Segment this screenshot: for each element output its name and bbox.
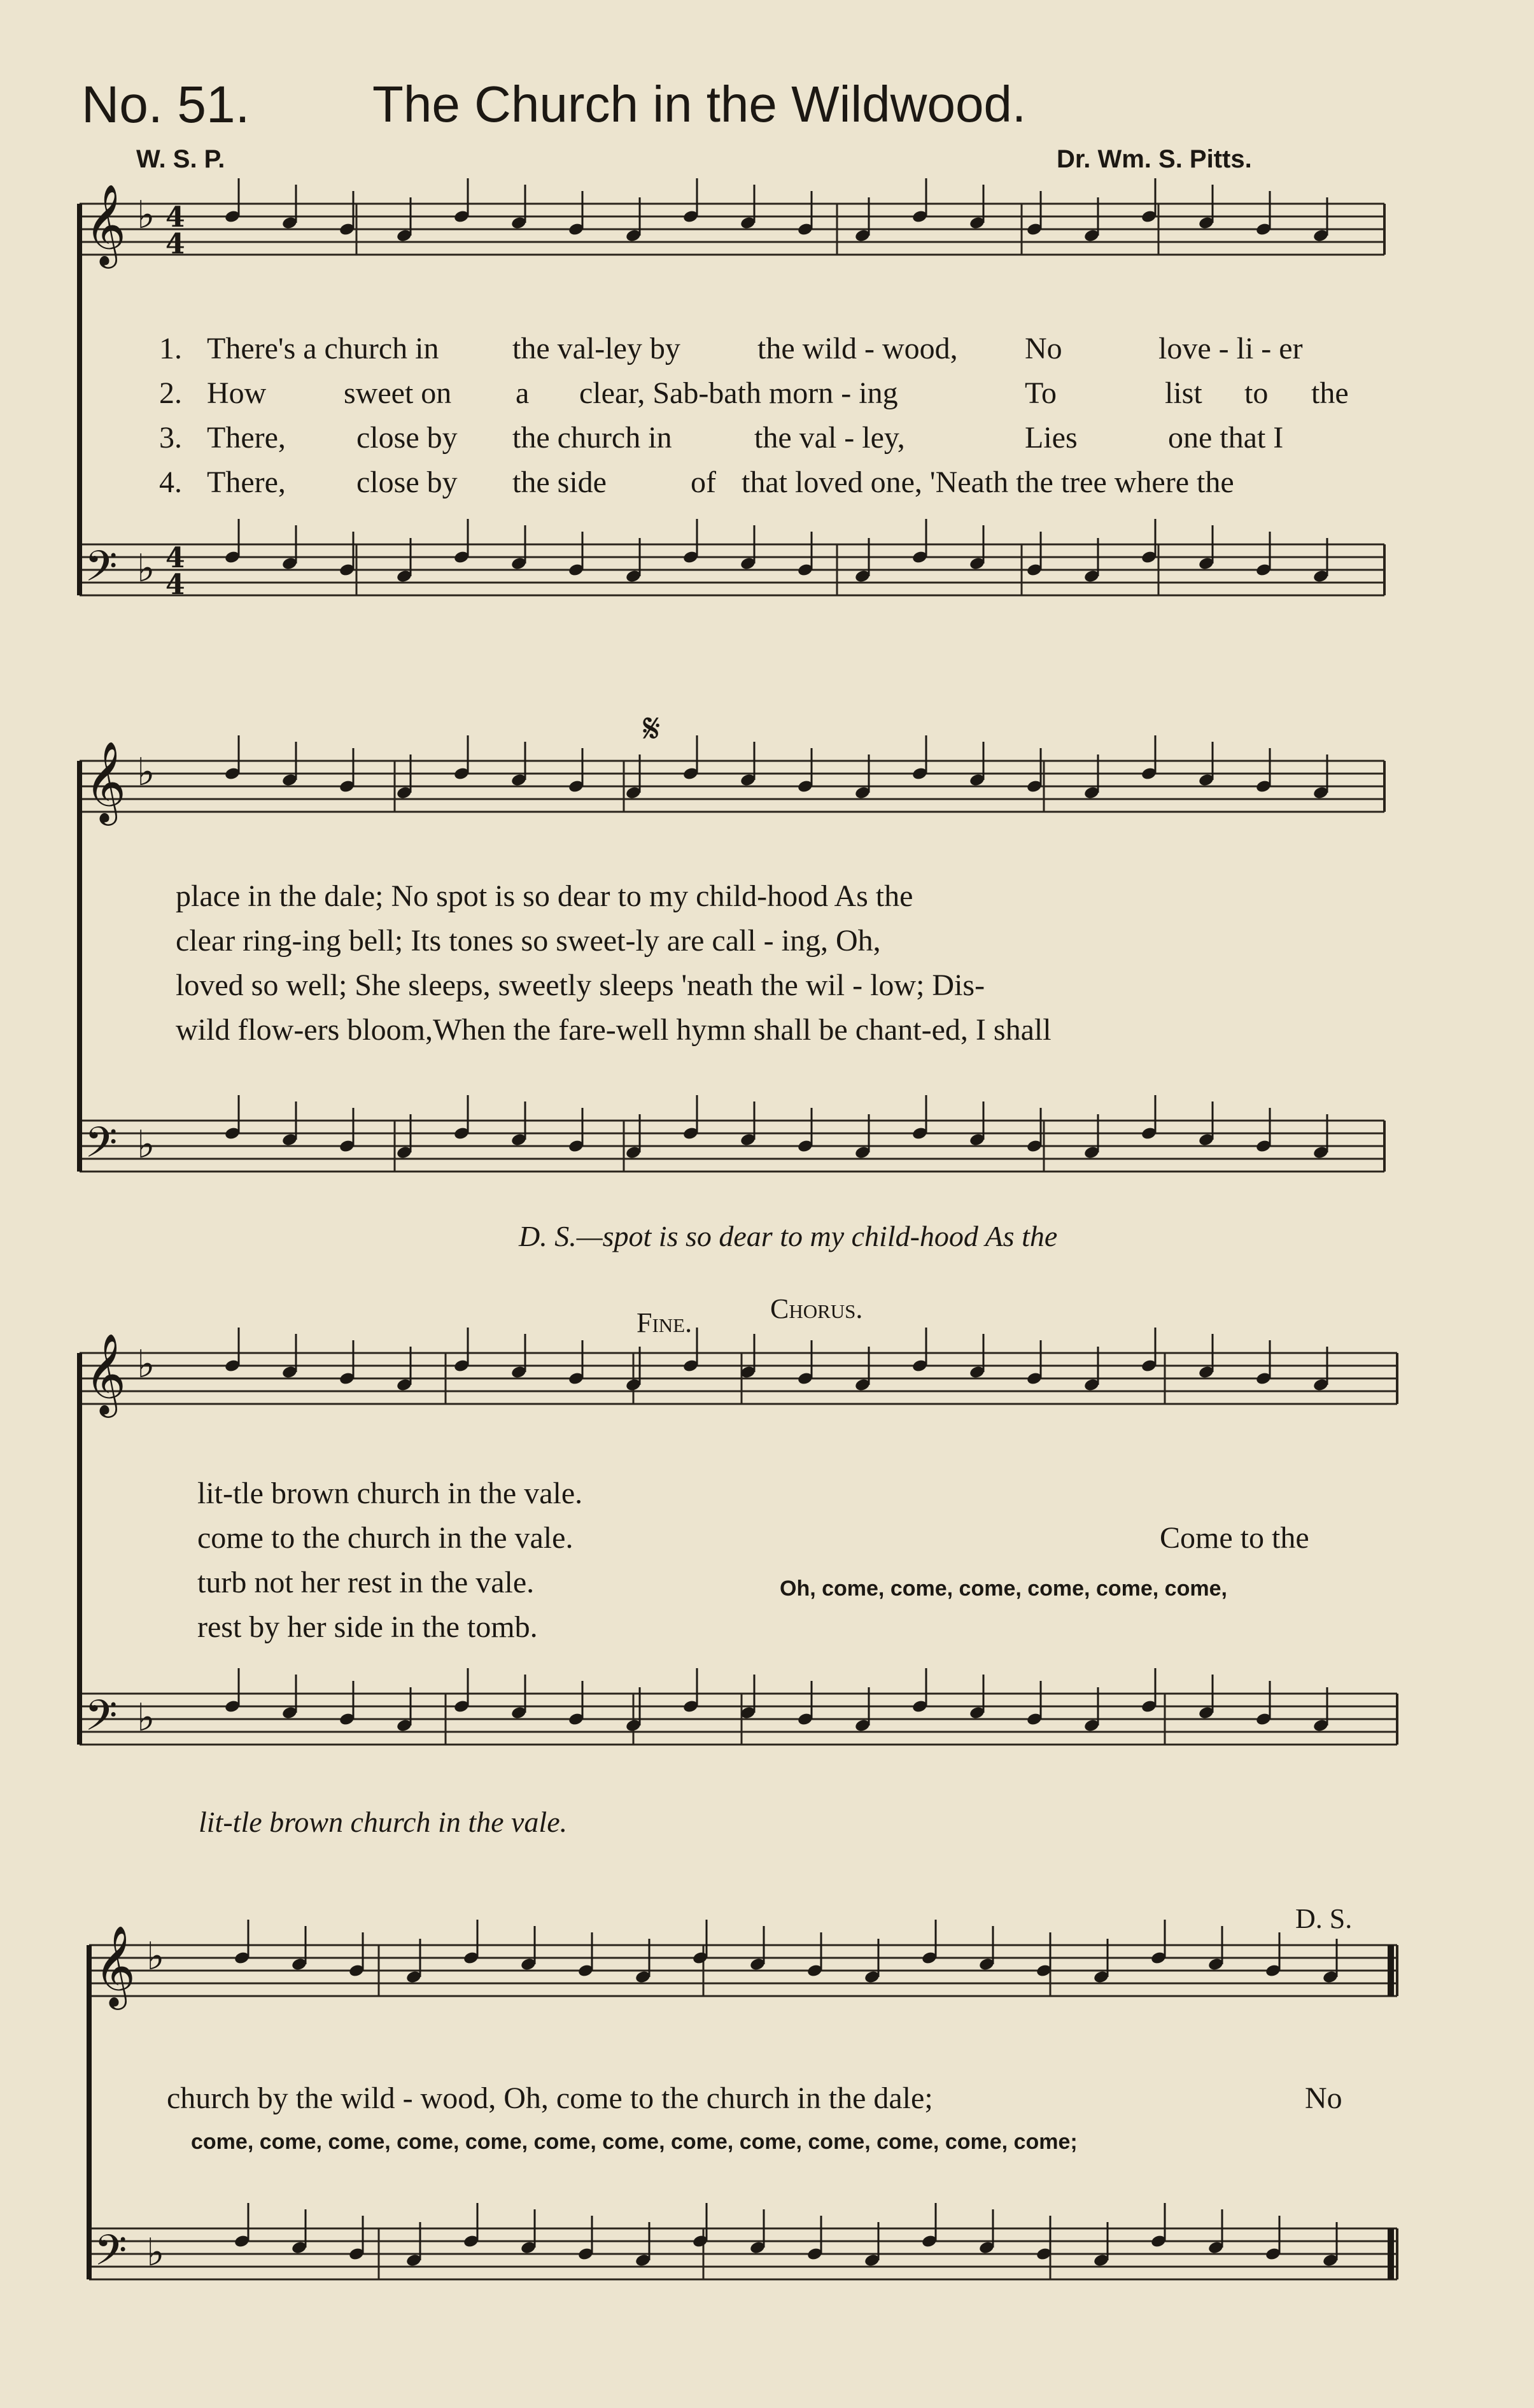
chorus-bass-echo: Oh, come, come, come, come, come, come, (780, 1576, 1227, 1601)
segno-sign: 𝄋 (643, 706, 661, 751)
system4-lyric: church by the wild - wood, Oh, come to the church in the dale; (167, 2081, 933, 2115)
system2-verse2: clear ring-ing bell; Its tones so sweet-ly are call - ing, Oh, (176, 924, 881, 958)
treble-clef: 𝄞 (85, 183, 127, 265)
lyric: list (1165, 376, 1202, 410)
system3-verse3: turb not her rest in the vale. (197, 1566, 535, 1599)
key-flat: ♭ (137, 1342, 155, 1387)
verse3-number: 3. (159, 421, 182, 455)
chorus-marking: Chorus. (770, 1293, 863, 1324)
system2-verse4: wild flow-ers bloom,When the fare-well hymn shall be chant-ed, I shall (176, 1013, 1052, 1047)
time-signature: 4 (165, 201, 185, 234)
music-credit: Dr. Wm. S. Pitts. (1057, 145, 1252, 173)
ds-marking: D. S. (1295, 1903, 1353, 1934)
chorus-soprano-lyric: Come to the (1160, 1521, 1309, 1555)
key-flat: ♭ (137, 546, 155, 591)
lyric: the val - ley, (754, 421, 905, 455)
ds-lyric-line: D. S.—spot is so dear to my child-hood As the (519, 1220, 1058, 1252)
key-flat: ♭ (146, 1934, 165, 1979)
key-flat: ♭ (137, 193, 155, 237)
treble-clef: 𝄞 (85, 1333, 127, 1414)
lyric: of (691, 465, 716, 499)
lyric: close by (356, 465, 458, 499)
lyric: There, (207, 421, 286, 455)
lyric: the (1311, 376, 1349, 410)
treble-clef: 𝄞 (85, 740, 127, 822)
bass-clef: 𝄢 (94, 2226, 127, 2285)
system2-verse3: loved so well; She sleeps, sweetly sleeps 'neath the wil - low; Dis- (176, 968, 985, 1002)
verse1-number: 1. (159, 332, 182, 365)
verse2-number: 2. (159, 376, 182, 410)
lyric: to (1244, 376, 1269, 410)
bass-clef: 𝄢 (85, 542, 118, 601)
time-signature: 4 (165, 228, 185, 260)
words-credit: W. S. P. (136, 145, 225, 173)
lyric: one that I (1168, 421, 1284, 455)
lyric: close by (356, 421, 458, 455)
key-flat: ♭ (137, 750, 155, 795)
bass-italic-lyric: lit-tle brown church in the vale. (199, 1806, 568, 1838)
treble-clef: 𝄞 (94, 1925, 136, 2006)
time-signature: 4 (165, 542, 185, 574)
lyric: the church in (512, 421, 672, 455)
system2-verse1: place in the dale; No spot is so dear to my child-hood As the (176, 879, 913, 913)
lyric: sweet on (344, 376, 452, 410)
lyric: a (516, 376, 530, 410)
lyric: To (1025, 376, 1057, 410)
lyric: There's a church in (207, 332, 439, 365)
system3-verse4: rest by her side in the tomb. (197, 1610, 538, 1644)
lyric: No (1025, 332, 1062, 365)
lyric: clear, Sab-bath morn - ing (579, 376, 898, 410)
key-flat: ♭ (137, 1123, 155, 1167)
bass-clef: 𝄢 (85, 1118, 118, 1177)
lyric: love - li - er (1158, 332, 1303, 365)
lyric: that loved one, 'Neath the tree where the (742, 465, 1234, 499)
lyric: the wild - wood, (757, 332, 958, 365)
system3-verse2: come to the church in the vale. (197, 1521, 573, 1555)
fine-marking: Fine. (637, 1307, 693, 1338)
lyric: the val-ley by (512, 332, 680, 365)
lyric: the side (512, 465, 607, 499)
lyric: How (207, 376, 267, 410)
lyric: There, (207, 465, 286, 499)
system3-verse1: lit-tle brown church in the vale. (197, 1477, 583, 1510)
system4-no: No (1305, 2081, 1342, 2115)
hymn-title: The Church in the Wildwood. (372, 76, 1027, 132)
key-flat: ♭ (137, 1696, 155, 1740)
lyric: Lies (1025, 421, 1078, 455)
verse4-number: 4. (159, 465, 182, 499)
hymn-number: No. 51. (81, 76, 250, 134)
system4-echo: come, come, come, come, come, come, come, come, come, come, come, come, come; (191, 2130, 1078, 2154)
bass-clef: 𝄢 (85, 1691, 118, 1750)
time-signature: 4 (165, 569, 185, 601)
key-flat: ♭ (146, 2230, 165, 2275)
